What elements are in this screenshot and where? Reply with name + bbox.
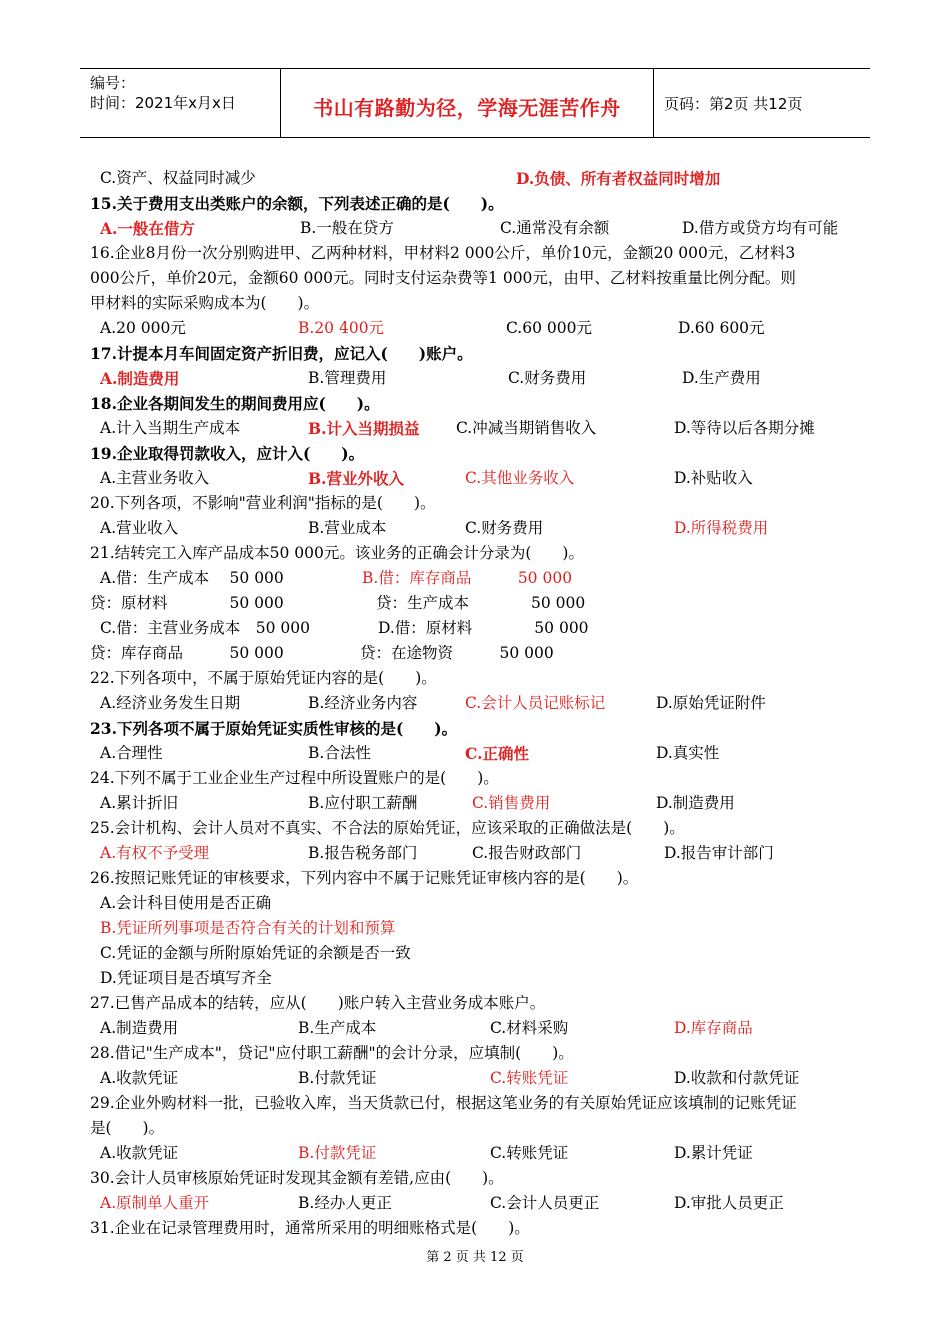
- option-line: [90, 166, 865, 191]
- entry-d-credit: 贷：在途物资 50 000: [360, 644, 554, 662]
- question-27: 27.已售产品成本的结转，应从( )账户转入主营业务成本账户。: [90, 994, 546, 1012]
- question-18: 18.企业各期间发生的期间费用应( )。: [90, 394, 380, 413]
- question-16-line1: 16.企业8月份一次分别购进甲、乙两种材料，甲材料2 000公斤，单价10元，金额20 000元，乙材料3: [90, 244, 796, 262]
- entry-line: [90, 591, 865, 616]
- option-b: B.经办人更正: [298, 1194, 392, 1212]
- option-d: D.生产费用: [682, 369, 761, 387]
- entry-b-debit-answer: B.借：库存商品 50 000: [362, 569, 573, 587]
- option-d: D.借方或贷方均有可能: [682, 219, 839, 237]
- page-header: [80, 68, 870, 138]
- option-d: D.审批人员更正: [674, 1194, 784, 1212]
- header-motto: 书山有路勤为径，学海无涯苦作舟: [313, 96, 621, 120]
- question-29-line2: 是( )。: [90, 1119, 165, 1137]
- option-d: D.凭证项目是否填写齐全: [100, 969, 272, 987]
- question-28: 28.借记"生产成本"，贷记"应付职工薪酬"的会计分录，应填制( )。: [90, 1044, 574, 1062]
- entry-b-credit: 贷：生产成本 50 000: [376, 594, 586, 612]
- header-motto-cell: [281, 69, 654, 137]
- option-c: C.材料采购: [490, 1019, 569, 1037]
- option-line: [90, 1141, 865, 1166]
- option-b-answer: B.20 400元: [298, 319, 385, 337]
- option-line: [90, 516, 865, 541]
- option-d: D.等待以后各期分摊: [674, 419, 815, 437]
- option-d: D.真实性: [656, 744, 720, 762]
- option-c: C.冲减当期销售收入: [456, 419, 597, 437]
- option-a: A.经济业务发生日期: [100, 694, 241, 712]
- option-a-answer: A.制造费用: [100, 369, 180, 388]
- option-a: A.累计折旧: [100, 794, 179, 812]
- entry-c-debit: C.借：主营业务成本 50 000: [100, 619, 310, 637]
- option-d: D.60 600元: [678, 319, 765, 337]
- question-content: [90, 166, 865, 1241]
- option-line: [90, 841, 865, 866]
- question-16-line2: 000公斤，单价20元，金额60 000元。同时支付运杂费等1 000元，由甲、乙材料按重量比例分配。则: [90, 269, 796, 287]
- option-d-answer: D.所得税费用: [674, 519, 769, 537]
- option-b: B.应付职工薪酬: [308, 794, 418, 812]
- entry-line: [90, 566, 865, 591]
- entry-a-credit: 贷：原材料 50 000: [90, 594, 284, 612]
- question-21: 21.结转完工入库产品成本50 000元。该业务的正确会计分录为( )。: [90, 544, 584, 562]
- question-20: 20.下列各项，不影响"营业利润"指标的是( )。: [90, 494, 436, 512]
- option-d: D.累计凭证: [674, 1144, 753, 1162]
- option-line: [90, 1191, 865, 1216]
- option-a: A.收款凭证: [100, 1069, 179, 1087]
- option-c: C.转账凭证: [490, 1144, 569, 1162]
- option-a-answer: A.有权不予受理: [100, 844, 210, 862]
- question-29-line1: 29.企业外购材料一批，已验收入库，当天货款已付，根据这笔业务的有关原始凭证应该填制的记账凭证: [90, 1094, 797, 1112]
- question-15: 15.关于费用支出类账户的余额，下列表述正确的是( )。: [90, 194, 504, 213]
- question-31: 31.企业在记录管理费用时，通常所采用的明细账格式是( )。: [90, 1219, 530, 1237]
- header-page-cell: [654, 69, 870, 137]
- option-line: [90, 1016, 865, 1041]
- header-meta-cell: [80, 69, 281, 137]
- option-a: A.营业收入: [100, 519, 179, 537]
- question-22: 22.下列各项中，不属于原始凭证内容的是( )。: [90, 669, 437, 687]
- entry-line: [90, 616, 865, 641]
- option-a: A.主营业务收入: [100, 469, 210, 487]
- page-footer: 第 2 页 共 12 页: [426, 1250, 524, 1265]
- option-c: C.财务费用: [465, 519, 544, 537]
- option-b: B.合法性: [308, 744, 371, 762]
- option-a-answer: A.原制单人重开: [100, 1194, 210, 1212]
- option-d: D.报告审计部门: [664, 844, 774, 862]
- option-line: [90, 366, 865, 391]
- option-b: B.经济业务内容: [308, 694, 418, 712]
- option-b: B.营业成本: [308, 519, 387, 537]
- option-c: C.资产、权益同时减少: [100, 169, 256, 187]
- question-19: 19.企业取得罚款收入，应计入( )。: [90, 444, 365, 463]
- question-30: 30.会计人员审核原始凭证时发现其金额有差错,应由( )。: [90, 1169, 504, 1187]
- option-c-answer: C.转账凭证: [490, 1069, 569, 1087]
- option-c-answer: C.其他业务收入: [465, 469, 575, 487]
- option-a-answer: A.一般在借方: [100, 219, 195, 238]
- option-line: [90, 466, 865, 491]
- option-c-answer: C.会计人员记账标记: [465, 694, 606, 712]
- document-number-label: 编号：: [90, 74, 136, 92]
- question-16-line3: 甲材料的实际采购成本为( )。: [90, 294, 320, 312]
- option-b: B.付款凭证: [298, 1069, 377, 1087]
- option-d: D.制造费用: [656, 794, 735, 812]
- option-line: [90, 316, 865, 341]
- option-b: B.管理费用: [308, 369, 387, 387]
- option-b-answer: B.付款凭证: [298, 1144, 377, 1162]
- entry-d-debit: D.借：原材料 50 000: [378, 619, 589, 637]
- document-time-label: 时间：2021年x月x日: [90, 94, 236, 112]
- option-c-answer: C.销售费用: [472, 794, 551, 812]
- option-d: D.原始凭证附件: [656, 694, 766, 712]
- option-d: D.补贴收入: [674, 469, 753, 487]
- question-25: 25.会计机构、会计人员对不真实、不合法的原始凭证，应该采取的正确做法是( )。: [90, 819, 685, 837]
- entry-c-credit: 贷：库存商品 50 000: [90, 644, 284, 662]
- option-line: [90, 791, 865, 816]
- option-a: A.收款凭证: [100, 1144, 179, 1162]
- option-line: [90, 216, 865, 241]
- question-17: 17.计提本月车间固定资产折旧费，应记入( )账户。: [90, 344, 473, 363]
- option-b: B.报告税务部门: [308, 844, 418, 862]
- option-d-answer: D.负债、所有者权益同时增加: [516, 169, 721, 188]
- entry-a-debit: A.借：生产成本 50 000: [100, 569, 284, 587]
- option-a: A.计入当期生产成本: [100, 419, 241, 437]
- option-b-answer: B.凭证所列事项是否符合有关的计划和预算: [100, 919, 396, 937]
- option-a: A.合理性: [100, 744, 163, 762]
- question-23: 23.下列各项不属于原始凭证实质性审核的是( )。: [90, 719, 458, 738]
- entry-line: [90, 641, 865, 666]
- option-line: [90, 741, 865, 766]
- option-c: C.60 000元: [506, 319, 592, 337]
- option-a: A.制造费用: [100, 1019, 179, 1037]
- option-d-answer: D.库存商品: [674, 1019, 753, 1037]
- option-c: C.凭证的金额与所附原始凭证的余额是否一致: [100, 944, 411, 962]
- option-b-answer: B.计入当期损益: [308, 419, 420, 438]
- question-24: 24.下列不属于工业企业生产过程中所设置账户的是( )。: [90, 769, 499, 787]
- option-b: B.生产成本: [298, 1019, 377, 1037]
- option-line: [90, 416, 865, 441]
- option-c: C.报告财政部门: [472, 844, 582, 862]
- option-line: [90, 1066, 865, 1091]
- option-c: C.财务费用: [508, 369, 587, 387]
- option-c: C.会计人员更正: [490, 1194, 600, 1212]
- option-c: C.通常没有余额: [500, 219, 610, 237]
- option-line: [90, 691, 865, 716]
- option-c-answer: C.正确性: [465, 744, 529, 763]
- header-page-number: 页码：第2页 共12页: [664, 95, 803, 113]
- option-a: A.会计科目使用是否正确: [100, 894, 272, 912]
- option-d: D.收款和付款凭证: [674, 1069, 800, 1087]
- option-b: B.一般在贷方: [300, 219, 394, 237]
- question-26: 26.按照记账凭证的审核要求，下列内容中不属于记账凭证审核内容的是( )。: [90, 869, 639, 887]
- option-b-answer: B.营业外收入: [308, 469, 404, 488]
- option-a: A.20 000元: [100, 319, 186, 337]
